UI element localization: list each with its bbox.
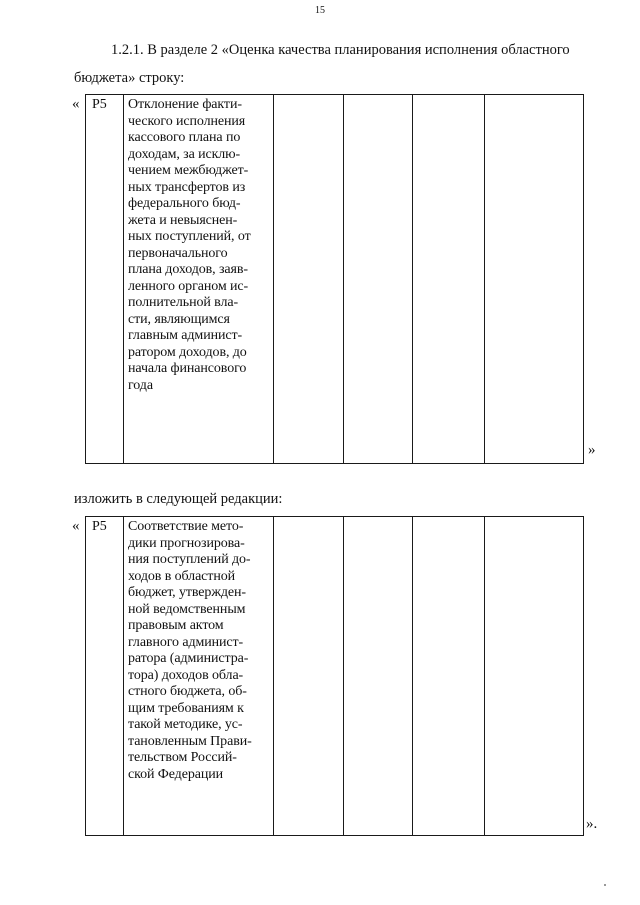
description-line: кассового плана по [128,130,241,145]
description-line: Отклонение факти- [128,97,242,112]
old-row-empty-cell-3 [413,95,485,464]
new-criterion-table [85,516,584,836]
description-line: ходов в областной [128,568,235,584]
description-line: главного админист- [128,634,244,650]
intro-line-1: 1.2.1. В разделе 2 «Оценка качества планирования исполнения областного [111,42,570,58]
description-line: ных поступлений, от [128,229,251,244]
description-line: начала финансового [128,361,247,376]
new-row-empty-cell-3 [413,517,485,836]
description-line: ния поступлений до- [128,552,251,567]
description-line: дики прогнозирова- [128,535,245,551]
description-line: главным админист- [128,328,243,343]
new-row-code: Р5 [86,517,124,836]
description-line: такой методике, ус- [128,717,243,732]
description-line: тора) доходов обла- [128,667,244,683]
description-line: жета и невыяснен- [128,212,238,228]
description-line: полнительной вла- [128,295,239,310]
description-line: ской Федерации [128,766,224,782]
old-row-empty-cell-1 [274,95,344,464]
description-line: стного бюджета, об- [128,684,247,699]
description-line: щим требованиям к [128,700,244,716]
description-line: тельством Россий- [128,750,237,765]
old-row-empty-cell-4 [485,95,584,464]
new-row-empty-cell-4 [485,517,584,836]
description-line: года [128,377,153,393]
description-line: правовым актом [128,618,224,633]
new-criterion-row [86,517,584,836]
description-line: ческого исполнения [128,113,246,129]
description-line: первоначального [128,245,228,261]
description-line: чением межбюджет- [128,163,249,178]
description-line: ных трансфертов из [128,179,246,195]
new-row-empty-cell-1 [274,517,344,836]
page-number: 15 [315,5,325,16]
description-line: ной ведомственным [128,601,246,617]
description-line: сти, являющимся [128,311,230,327]
old-row-close-quote: » [588,442,596,458]
intro-line-2: бюджета» строку: [74,70,185,86]
description-line: ратором доходов, до [128,344,247,360]
description-line: плана доходов, заяв- [128,262,248,277]
description-line: ратора (администра- [128,651,249,666]
new-row-close-quote: ». [586,816,598,832]
old-criterion-table [85,94,584,464]
new-row-empty-cell-2 [344,517,413,836]
new-row-open-quote: « [72,518,80,534]
scan-speck [604,884,606,886]
description-line: тановленным Прави- [128,733,252,749]
description-line: бюджет, утвержден- [128,585,246,600]
old-row-description [124,95,274,464]
old-row-empty-cell-2 [344,95,413,464]
old-row-code: Р5 [86,95,124,464]
description-line: федерального бюд- [128,196,241,211]
new-row-description [124,517,274,836]
replacement-instruction: изложить в следующей редакции: [74,491,283,507]
old-row-open-quote: « [72,96,80,112]
description-line: Соответствие мето- [128,519,244,534]
description-line: доходам, за исклю- [128,146,241,162]
description-line: ленного органом ис- [128,278,249,294]
old-criterion-row [86,95,584,464]
